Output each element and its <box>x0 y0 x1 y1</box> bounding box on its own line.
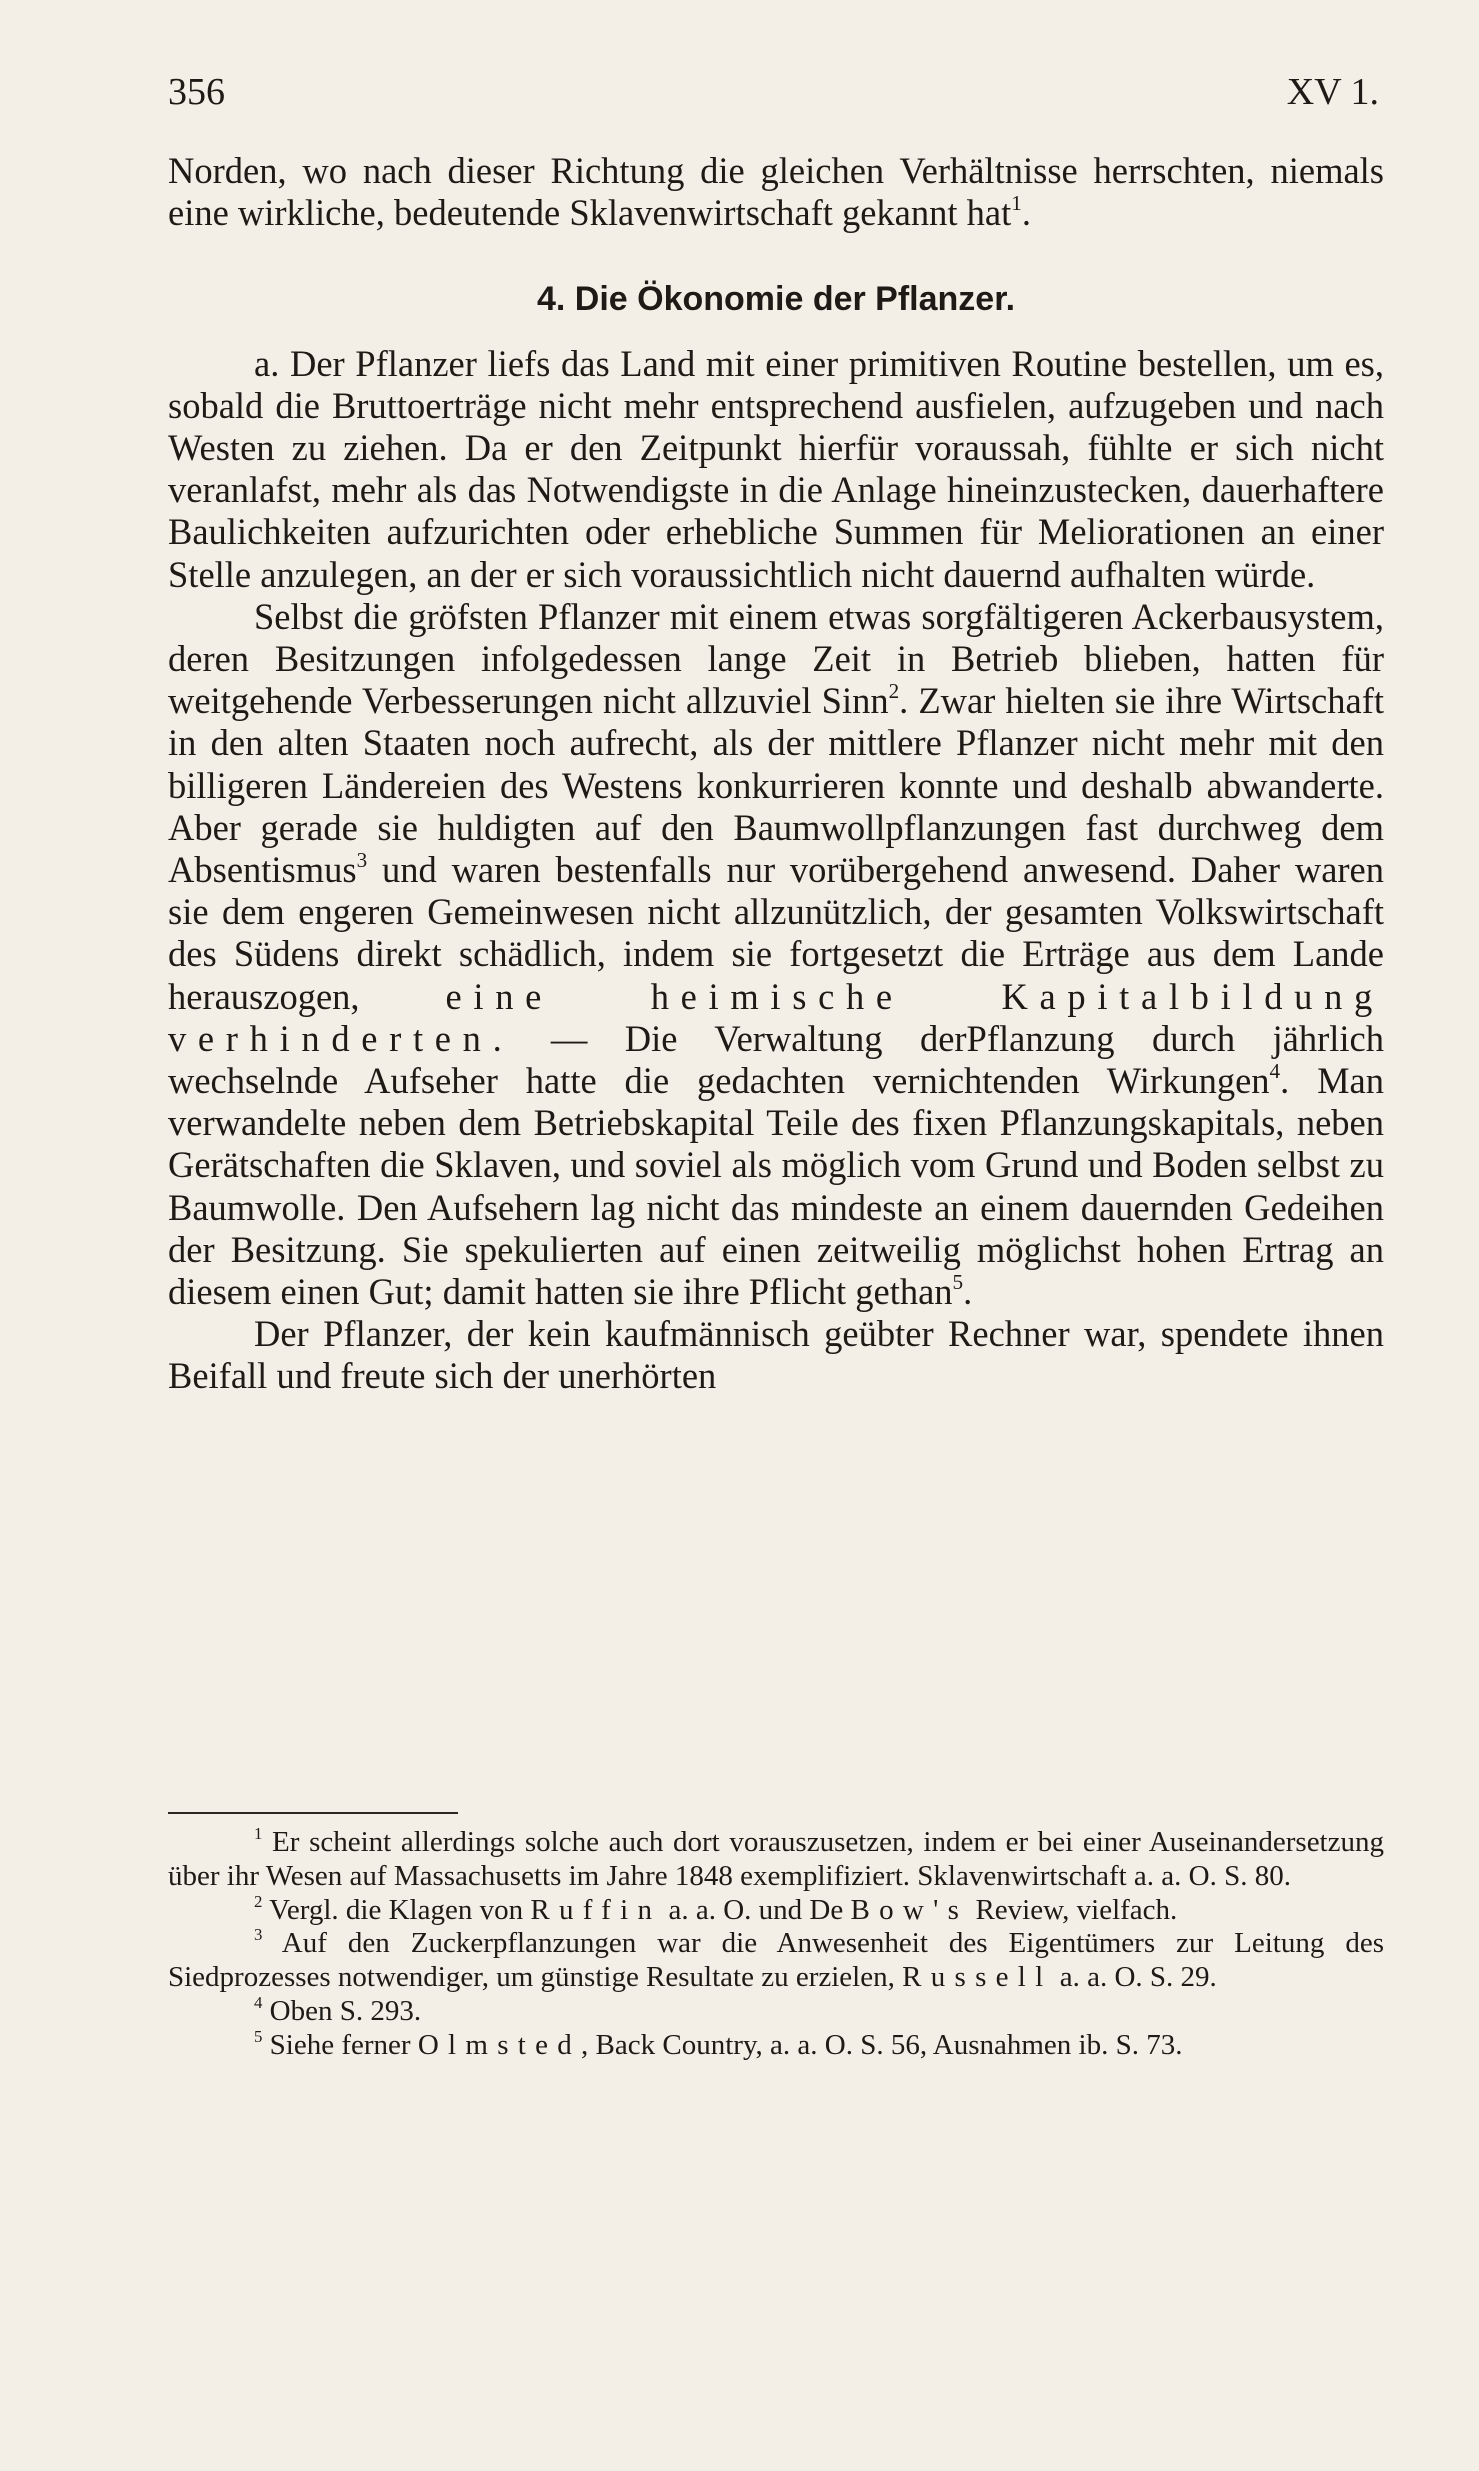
footnote-1: $^1$ Er scheint allerdings solche auch dort vorauszusetzen, indem er bei einer Auseinandersetzung über ihr Wesen auf Massachusetts im Jahre 1848 exemplifiziert. Sklavenwirtschaft a. a. O. S. 80. <box>168 1824 1384 1892</box>
page-header <box>168 70 1379 114</box>
intro-paragraph: Norden, wo nach dieser Richtung die gleichen Verhältnisse herrschten, niemals eine wirkliche, bedeutende Sklavenwirtschaft gekannt hat$^1$. <box>168 150 1384 234</box>
spaced-emphasis: eine heimische Kapitalbildung verhinderten. <box>168 975 1384 1059</box>
footnote-ref-3: 3 <box>356 848 368 873</box>
paragraph-1: a. Der Pflanzer liefs das Land mit einer primitiven Routine bestellen, um es, sobald die Bruttoerträge nicht mehr entsprechend ausfielen, aufzugeben und nach Westen zu ziehen. Da er den Zeitpunkt hierfür voraussah, fühlte er sich nicht veranlafst, mehr als das Notwendigste in die Anlage hineinzustecken, dauerhaftere Baulichkeiten aufzurichten oder erhebliche Summen für Meliorationen an einer Stelle anzulegen, an der er sich voraussichtlich nicht dauernd aufhalten würde. <box>168 342 1384 595</box>
page-number: 356 <box>168 71 225 113</box>
footnote-5: $^5$ Siehe ferner Olmsted, Back Country, a. a. O. S. 56, Ausnahmen ib. S. 73. <box>254 2027 1183 2061</box>
footnote-divider <box>168 1812 458 1814</box>
paragraph-2: Selbst die gröfsten Pflanzer mit einem etwas sorgfältigeren Ackerbausystem, deren Besitzungen infolgedessen lange Zeit in Betrieb blieben, hatten für weitgehende Verbesserungen nicht allzuviel Sinn$^2$. Zwar hielten sie ihre Wirtschaft in den alten Staaten noch aufrecht, als der mittlere Pflanzer nicht mehr mit den billigeren Ländereien des Westens konkurrieren konnte und deshalb abwanderte. Aber gerade sie huldigten auf den Baumwollpflanzungen fast durchweg dem Absentismus$^3$ und waren bestenfalls nur vorübergehend anwesend. Daher waren sie dem engeren Gemeinwesen nicht allzunützlich, der gesamten Volkswirtschaft des Südens direkt schädlich, indem sie fortgesetzt die Erträge aus dem Lande herauszogen, eine heimische Kapitalbildung verhinderten. — Die Verwaltung derPflanzung durch jährlich wechselnde Aufseher hatte die gedachten vernichtenden Wirkungen$^4$. Man verwandelte neben dem Betriebskapital Teile des fixen Pflanzungskapitals, neben Gerätschaften die Sklaven, und soviel als möglich vom Grund und Boden selbst zu Baumwolle. Den Aufsehern lag nicht das mindeste an einem dauernden Gedeihen der Besitzung. Sie spekulierten auf einen zeitweilig möglichst hohen Ertrag an diesem einen Gut; damit hatten sie ihre Pflicht gethan$^5$. <box>168 595 1385 1313</box>
footnote-ref-2: 2 <box>888 679 900 704</box>
footnote-ref-5: 5 <box>952 1270 964 1295</box>
footnote-4: $^4$ Oben S. 293. <box>254 1993 422 2027</box>
main-text <box>168 150 1384 1398</box>
section-heading: 4. Die Ökonomie der Pflanzer. <box>536 280 1016 319</box>
footnote-ref-4: 4 <box>1269 1059 1281 1084</box>
running-head: XV 1. <box>1286 71 1379 113</box>
paragraph-3: Der Pflanzer, der kein kaufmännisch geübter Rechner war, spendete ihnen Beifall und freute sich der unerhörten <box>168 1313 1384 1397</box>
footnote-3: $^3$ Auf den Zuckerpflanzungen war die Anwesenheit des Eigentümers zur Leitung des Siedprozesses notwendiger, um günstige Resultate zu erzielen, Russell a. a. O. S. 29. <box>168 1925 1384 1994</box>
footnote-2: $^2$ Vergl. die Klagen von Ruffin a. a. O. und De Bow's Review, vielfach. <box>254 1891 1178 1926</box>
footnote-ref-1: 1 <box>1011 191 1022 216</box>
footnotes <box>168 1826 1384 2063</box>
